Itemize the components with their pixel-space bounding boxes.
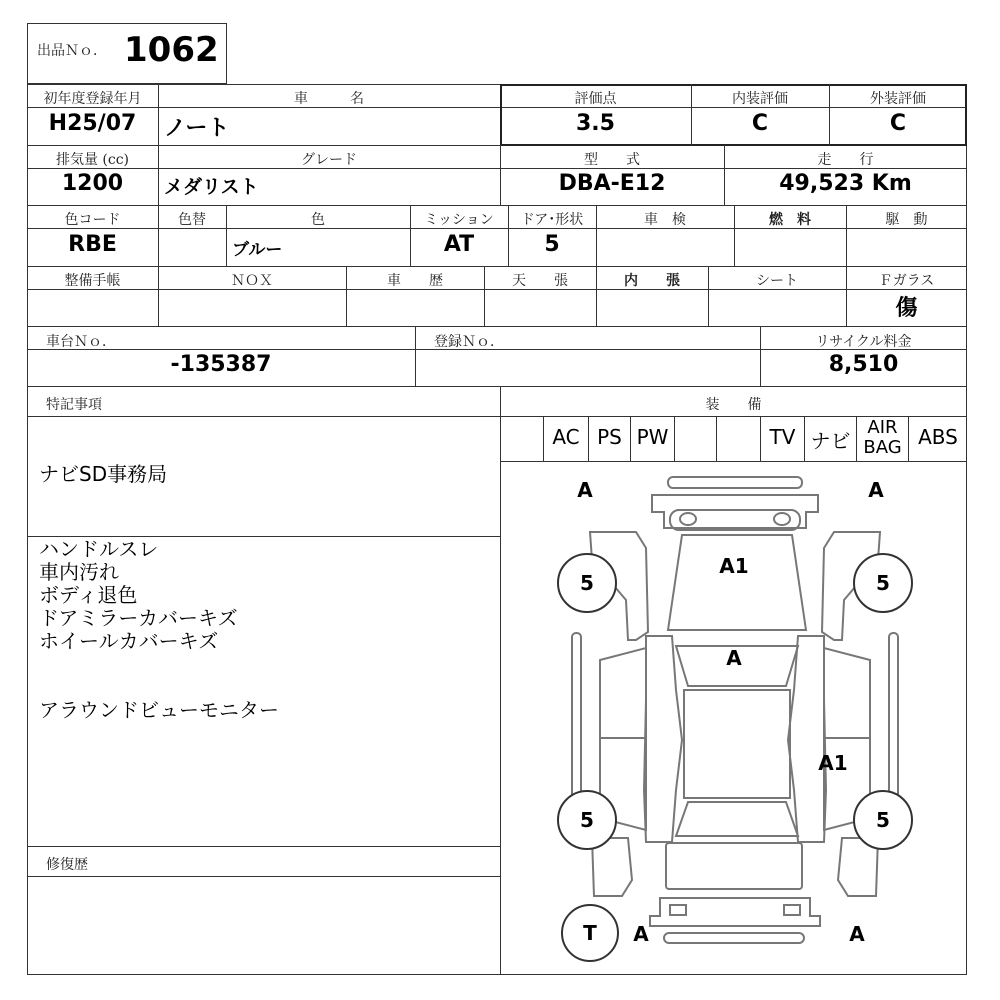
mileage-label: 走 行 bbox=[817, 152, 874, 168]
note-first: ナビSD事務局 bbox=[39, 462, 168, 486]
interior-lining-label: 内 張 bbox=[624, 273, 680, 289]
interior-grade-value: C bbox=[751, 111, 769, 136]
equipment-navi: ナビ bbox=[810, 429, 851, 453]
roof-label: 天 張 bbox=[512, 273, 568, 289]
damage-mark: A bbox=[577, 478, 593, 502]
recycle-fee-label: リサイクル料金 bbox=[815, 334, 912, 350]
registration-number-label: 登録Ｎｏ． bbox=[434, 334, 504, 350]
tire-front-right: 5 bbox=[876, 571, 890, 595]
equipment-ac: AC bbox=[552, 425, 580, 449]
equipment-ps: PS bbox=[597, 425, 622, 449]
inspection-label: 車 検 bbox=[644, 212, 686, 228]
equipment-pw: PW bbox=[636, 425, 669, 449]
displacement-label: 排気量 (cc) bbox=[55, 152, 130, 168]
front-glass-value: 傷 bbox=[895, 295, 918, 321]
damage-mark: A bbox=[849, 922, 865, 946]
displacement-value: 1200 bbox=[61, 171, 124, 196]
door-label: ドア･形状 bbox=[520, 212, 584, 228]
color-label: 色 bbox=[311, 212, 325, 228]
equipment-tv: TV bbox=[769, 425, 796, 449]
tire-front-left: 5 bbox=[580, 571, 594, 595]
note-line: ハンドルスレ bbox=[39, 537, 159, 561]
model-label: 型 式 bbox=[584, 152, 640, 168]
color-code-value: RBE bbox=[68, 232, 117, 257]
note-line: ドアミラーカバーキズ bbox=[39, 606, 238, 630]
note-line: ホイールカバーキズ bbox=[39, 629, 219, 653]
exterior-grade-label: 外装評価 bbox=[870, 91, 926, 107]
car-name-label: 車 名 bbox=[294, 91, 364, 107]
repair-history-label: 修復歴 bbox=[46, 857, 88, 873]
grade-label: グレード bbox=[301, 152, 357, 168]
mission-value: AT bbox=[443, 232, 475, 257]
damage-mark: A1 bbox=[818, 751, 848, 775]
damage-mark: A1 bbox=[719, 554, 749, 578]
damage-mark: A bbox=[633, 922, 649, 946]
notes-label: 特記事項 bbox=[46, 397, 102, 413]
equipment-abs: ABS bbox=[918, 425, 958, 449]
nox-label: ＮＯＸ bbox=[231, 273, 273, 289]
seat-label: シート bbox=[756, 273, 798, 289]
lot-number-value: 1062 bbox=[124, 30, 219, 70]
score-value: 3.5 bbox=[576, 111, 615, 136]
note-last: アラウンドビューモニター bbox=[39, 698, 279, 722]
recycle-fee-value: 8,510 bbox=[828, 352, 899, 377]
color-value: ブルー bbox=[232, 240, 283, 260]
history-label: 車 歴 bbox=[387, 273, 443, 289]
note-line: ボディ退色 bbox=[39, 583, 138, 607]
mileage-value: 49,523 Km bbox=[779, 171, 912, 196]
color-code-label: 色コード bbox=[64, 212, 121, 228]
chassis-value: -135387 bbox=[170, 352, 272, 377]
interior-grade-label: 内装評価 bbox=[732, 91, 788, 107]
tire-rear-left: 5 bbox=[580, 808, 594, 832]
chassis-label: 車台Ｎｏ． bbox=[46, 334, 116, 350]
lot-number-label: 出品Ｎｏ． bbox=[37, 43, 107, 59]
fuel-label: 燃 料 bbox=[769, 212, 811, 228]
damage-mark: A bbox=[868, 478, 884, 502]
grade-value: メダリスト bbox=[164, 176, 259, 198]
equipment-airbag: AIR BAG bbox=[863, 417, 902, 458]
maintenance-record-label: 整備手帳 bbox=[64, 273, 121, 289]
drive-label: 駆 動 bbox=[885, 212, 928, 228]
door-value: 5 bbox=[544, 232, 560, 257]
front-glass-label: Ｆガラス bbox=[878, 273, 935, 289]
tire-rear-right: 5 bbox=[876, 808, 890, 832]
recolor-label: 色替 bbox=[178, 212, 206, 228]
equipment-label: 装 備 bbox=[705, 397, 762, 413]
model-value: DBA-E12 bbox=[558, 171, 666, 196]
registration-value: H25/07 bbox=[48, 111, 137, 136]
damage-mark: A bbox=[726, 646, 742, 670]
mission-label: ミッション bbox=[424, 212, 494, 228]
exterior-grade-value: C bbox=[889, 111, 907, 136]
note-line: 車内汚れ bbox=[39, 560, 119, 584]
spare-tire: T bbox=[583, 921, 597, 945]
registration-label: 初年度登録年月 bbox=[43, 91, 142, 107]
car-name-value: ノート bbox=[164, 116, 230, 141]
score-label: 評価点 bbox=[574, 91, 617, 107]
